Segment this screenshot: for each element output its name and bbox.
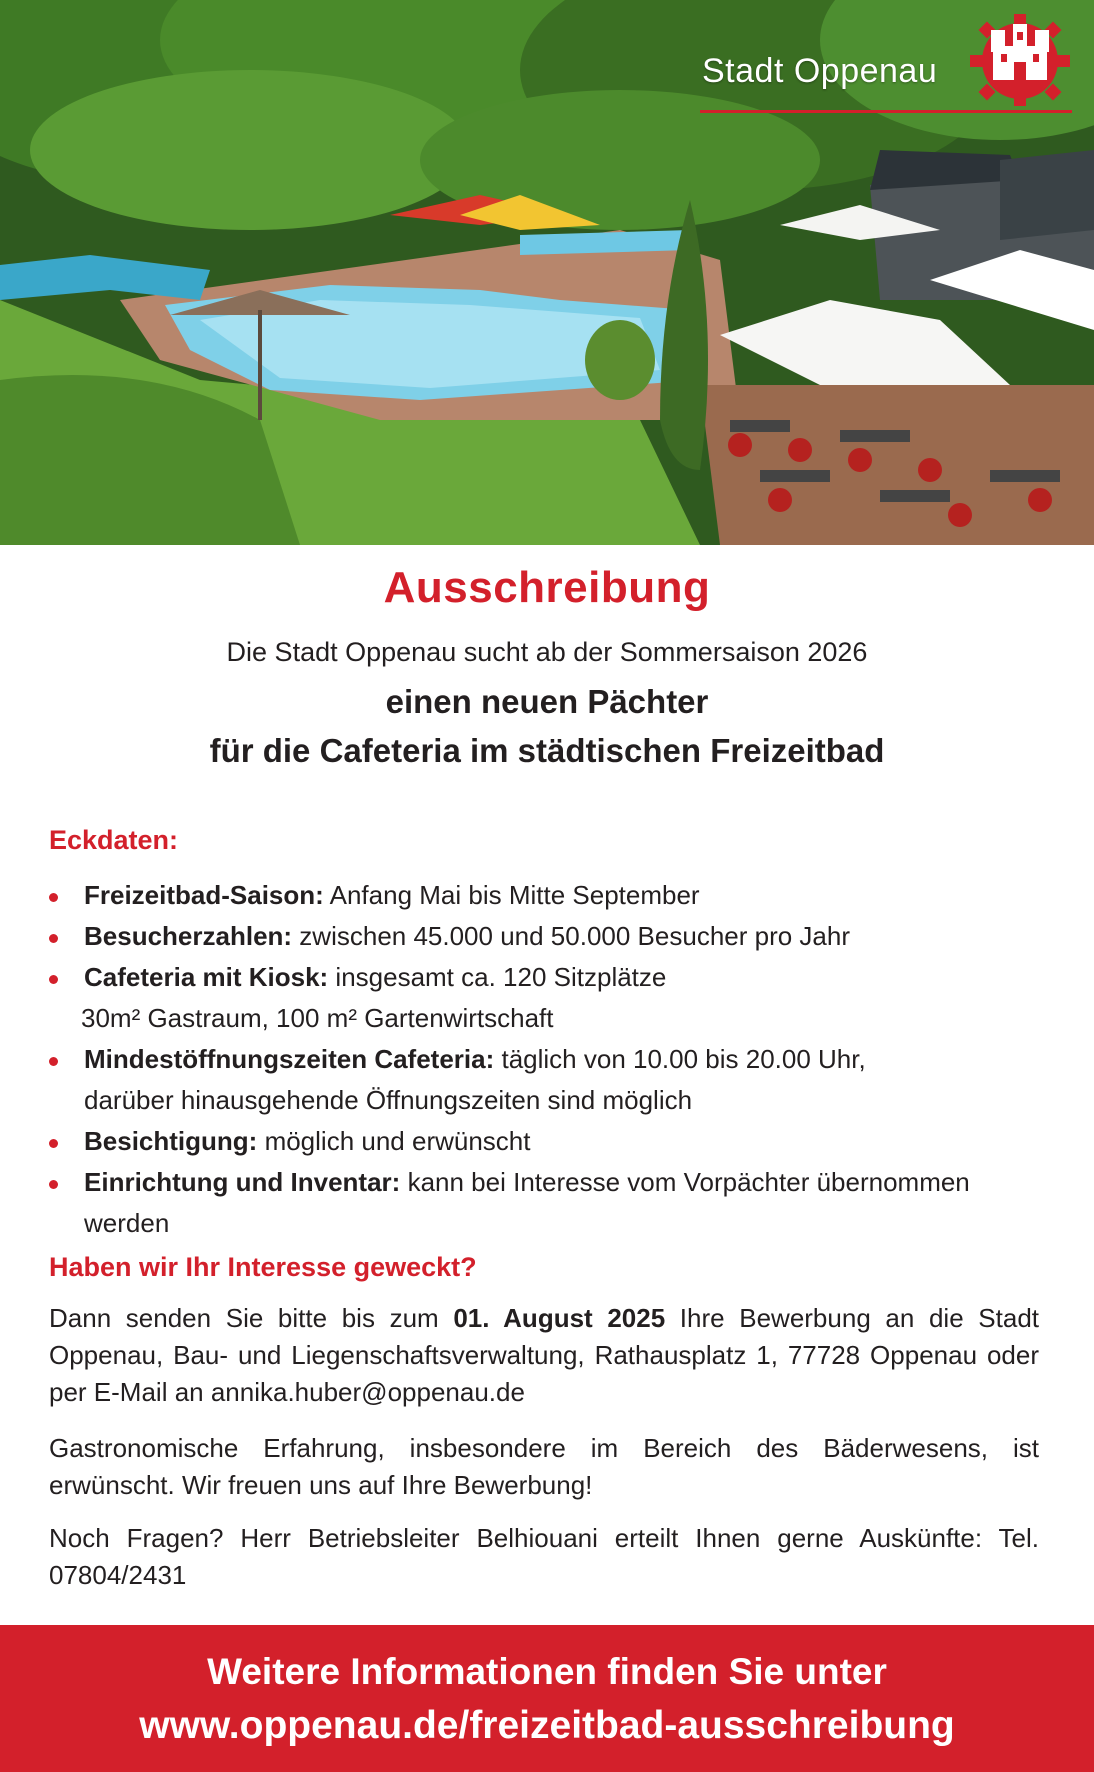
fact-label: Freizeitbad-Saison: [84, 880, 324, 910]
fact-text: Anfang Mai bis Mitte September [323, 880, 700, 910]
footer-url[interactable]: www.oppenau.de/freizeitbad-ausschreibung [139, 1704, 955, 1747]
contact-paragraph: Noch Fragen? Herr Betriebsleiter Belhiouani erteilt Ihnen gerne Auskünfte: Tel. 07804/2431 [49, 1523, 1039, 1590]
freibad-photo [0, 0, 1094, 545]
fact-text: kann bei Interesse vom Vorpächter übernommen [400, 1167, 970, 1197]
fact-text: zwischen 45.000 und 50.000 Besucher pro Jahr [292, 921, 850, 951]
city-crest-gear-icon [965, 6, 1075, 106]
bullet-icon [49, 893, 58, 902]
fact-label: Cafeteria mit Kiosk: [84, 962, 329, 992]
fact-label: Besichtigung: [84, 1126, 258, 1156]
lead-line-1: einen neuen Pächter [385, 683, 709, 720]
bullet-icon [49, 934, 58, 943]
fact-text: insgesamt ca. 120 Sitzplätze [328, 962, 667, 992]
fact-label: Mindestöffnungszeiten Cafeteria: [84, 1044, 495, 1074]
fact-label: Besucherzahlen: [84, 921, 293, 951]
bullet-icon [49, 1057, 58, 1066]
eckdaten-heading: Eckdaten: [49, 825, 179, 855]
fact-continuation: werden [84, 1208, 170, 1238]
bullet-icon [49, 975, 58, 984]
bullet-icon [49, 1180, 58, 1189]
headline: Ausschreibung [383, 563, 711, 612]
application-paragraph [49, 1300, 1039, 1411]
list-item [49, 916, 1069, 957]
logo-underline [700, 110, 1072, 113]
footer-banner [0, 1625, 1094, 1772]
application-text-after: Ihre Bewerbung an die Stadt Oppenau, Bau- und Liegenschaftsverwaltung, Rathausplatz 1, 77728 Oppenau oder per E-Mail an annika.huber@oppenau.de [49, 1303, 1040, 1407]
list-item [49, 1162, 1069, 1244]
fact-text: täglich von 10.00 bis 20.00 Uhr, [494, 1044, 866, 1074]
footer-line-1: Weitere Informationen finden Sie unter [207, 1651, 887, 1692]
fact-continuation: 30m² Gastraum, 100 m² Gartenwirtschaft [81, 1003, 554, 1033]
interest-heading: Haben wir Ihr Interesse geweckt? [49, 1252, 477, 1282]
deadline-date: 01. August 2025 [453, 1303, 666, 1333]
logo-text: Stadt Oppenau [702, 52, 938, 90]
list-item [49, 875, 1069, 916]
fact-text: möglich und erwünscht [257, 1126, 531, 1156]
fact-continuation: darüber hinausgehende Öffnungszeiten sind möglich [84, 1085, 693, 1115]
eckdaten-list [49, 875, 1069, 1244]
lead-line-2: für die Cafeteria im städtischen Freizeitbad [209, 732, 885, 769]
list-item [49, 957, 1069, 1039]
application-text-before: Dann senden Sie bitte bis zum [49, 1303, 454, 1333]
experience-paragraph: Gastronomische Erfahrung, insbesondere im Bereich des Bäderwesens, ist erwünscht. Wir freuen uns auf Ihre Bewerbung! [49, 1433, 1039, 1500]
bullet-icon [49, 1139, 58, 1148]
list-item [49, 1039, 1069, 1121]
fact-label: Einrichtung und Inventar: [84, 1167, 401, 1197]
list-item [49, 1121, 1069, 1162]
intro-text: Die Stadt Oppenau sucht ab der Sommersaison 2026 [226, 637, 868, 667]
